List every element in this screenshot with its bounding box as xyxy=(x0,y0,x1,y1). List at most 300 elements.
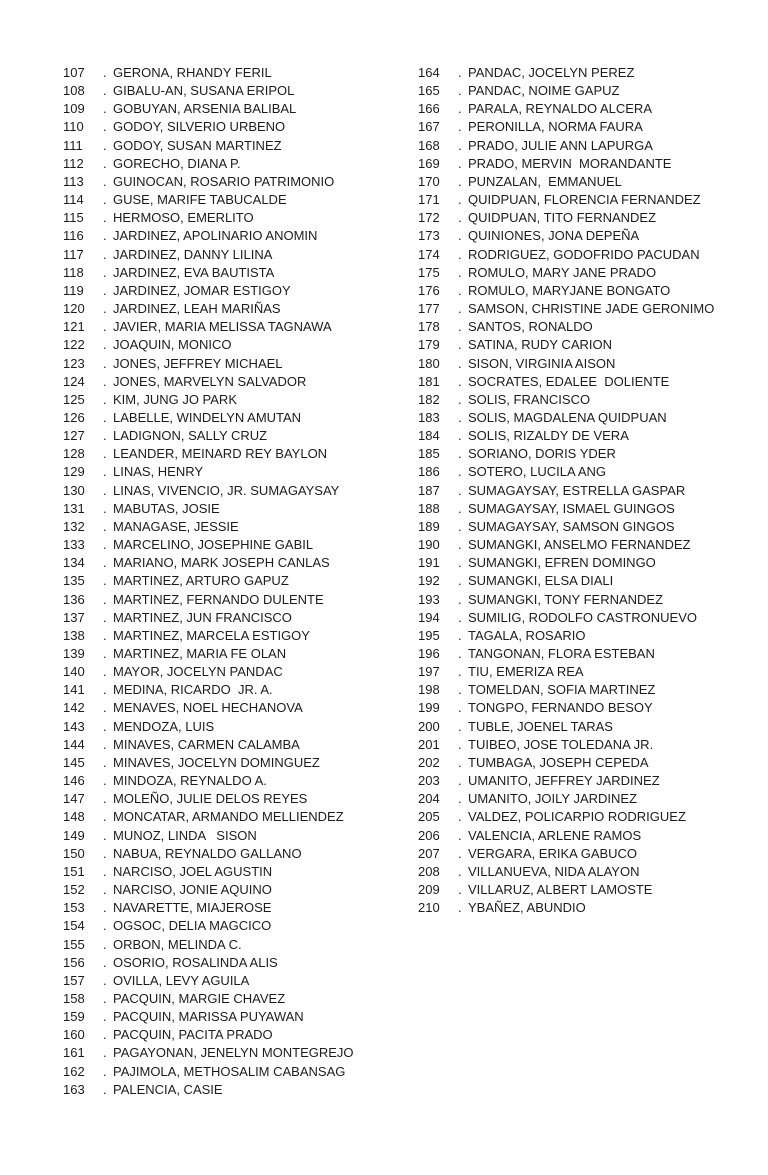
entry-name: MONCATAR, ARMANDO MELLIENDEZ xyxy=(113,809,344,825)
entry-number: 179 xyxy=(418,337,440,353)
entry-separator: . xyxy=(103,428,107,444)
entry-separator: . xyxy=(103,591,107,607)
entry-name: SUMILIG, RODOLFO CASTRONUEVO xyxy=(468,609,697,625)
list-entry xyxy=(63,191,418,209)
entry-name: PARALA, REYNALDO ALCERA xyxy=(468,101,652,117)
list-entry xyxy=(63,282,418,300)
entry-number: 141 xyxy=(63,682,85,698)
list-entry xyxy=(418,173,768,191)
entry-number: 144 xyxy=(63,736,85,752)
entry-number: 156 xyxy=(63,954,85,970)
entry-name: ORBON, MELINDA C. xyxy=(113,936,242,952)
entry-number: 195 xyxy=(418,627,440,643)
entry-number: 183 xyxy=(418,409,440,425)
entry-number: 181 xyxy=(418,373,440,389)
list-entry xyxy=(63,699,418,717)
list-entry xyxy=(418,572,768,590)
entry-name: MINDOZA, REYNALDO A. xyxy=(113,773,267,789)
entry-separator: . xyxy=(103,1027,107,1043)
entry-number: 137 xyxy=(63,609,85,625)
entry-separator: . xyxy=(458,700,462,716)
entry-number: 209 xyxy=(418,882,440,898)
entry-number: 115 xyxy=(63,210,84,226)
entry-name: PUNZALAN, EMMANUEL xyxy=(468,173,622,189)
list-entry xyxy=(418,427,768,445)
entry-name: PACQUIN, MARISSA PUYAWAN xyxy=(113,1009,304,1025)
list-entry xyxy=(418,536,768,554)
entry-number: 169 xyxy=(418,155,440,171)
entry-number: 167 xyxy=(418,119,440,135)
entry-number: 122 xyxy=(63,337,85,353)
entry-separator: . xyxy=(103,482,107,498)
list-entry xyxy=(63,409,418,427)
entry-number: 175 xyxy=(418,264,440,280)
entry-name: MARTINEZ, ARTURO GAPUZ xyxy=(113,573,289,589)
entry-number: 110 xyxy=(63,119,84,135)
entry-number: 165 xyxy=(418,83,440,99)
entry-name: TUIBEO, JOSE TOLEDANA JR. xyxy=(468,736,654,752)
entry-name: ROMULO, MARY JANE PRADO xyxy=(468,264,657,280)
entry-separator: . xyxy=(103,101,107,117)
entry-name: MARCELINO, JOSEPHINE GABIL xyxy=(113,537,314,553)
list-entry xyxy=(63,536,418,554)
entry-separator: . xyxy=(103,718,107,734)
list-entry xyxy=(418,736,768,754)
entry-name: SUMANGKI, TONY FERNANDEZ xyxy=(468,591,664,607)
entry-separator: . xyxy=(458,500,462,516)
entry-name: PRADO, MERVIN MORANDANTE xyxy=(468,155,672,171)
list-entry xyxy=(418,409,768,427)
entry-separator: . xyxy=(103,391,107,407)
list-entry xyxy=(63,972,418,990)
entry-name: JARDINEZ, DANNY LILINA xyxy=(113,246,273,262)
entry-name: SUMAGAYSAY, ESTRELLA GASPAR xyxy=(468,482,686,498)
entry-separator: . xyxy=(103,990,107,1006)
entry-separator: . xyxy=(458,464,462,480)
entry-number: 187 xyxy=(418,482,440,498)
list-entry xyxy=(63,663,418,681)
entry-separator: . xyxy=(103,373,107,389)
entry-separator: . xyxy=(103,555,107,571)
entry-separator: . xyxy=(458,718,462,734)
entry-separator: . xyxy=(103,192,107,208)
entry-name: GODOY, SILVERIO URBENO xyxy=(113,119,286,135)
entry-number: 159 xyxy=(63,1009,85,1025)
entry-name: TANGONAN, FLORA ESTEBAN xyxy=(468,646,655,661)
entry-separator: . xyxy=(458,791,462,807)
entry-name: MENAVES, NOEL HECHANOVA xyxy=(113,700,303,716)
entry-separator: . xyxy=(458,664,462,680)
entry-name: MAYOR, JOCELYN PANDAC xyxy=(113,664,283,680)
list-entry xyxy=(418,899,768,917)
entry-name: SOLIS, MAGDALENA QUIDPUAN xyxy=(468,409,667,425)
entry-separator: . xyxy=(458,65,462,80)
entry-name: KIM, JUNG JO PARK xyxy=(113,391,237,407)
list-entry xyxy=(63,627,418,645)
entry-number: 166 xyxy=(418,101,440,117)
list-entry xyxy=(63,336,418,354)
list-entry xyxy=(63,155,418,173)
entry-name: MUNOZ, LINDA SISON xyxy=(113,827,257,843)
list-entry xyxy=(63,736,418,754)
list-entry xyxy=(63,518,418,536)
entry-name: JARDINEZ, LEAH MARIÑAS xyxy=(113,301,281,317)
entry-name: JARDINEZ, EVA BAUTISTA xyxy=(113,264,275,280)
entry-separator: . xyxy=(458,482,462,498)
entry-separator: . xyxy=(458,537,462,553)
entry-name: TIU, EMERIZA REA xyxy=(468,664,584,680)
entry-number: 142 xyxy=(63,700,85,716)
list-entry xyxy=(63,1008,418,1026)
list-entry xyxy=(63,917,418,935)
entry-name: LADIGNON, SALLY CRUZ xyxy=(113,428,268,444)
entry-number: 154 xyxy=(63,918,85,934)
entry-number: 199 xyxy=(418,700,440,716)
entry-separator: . xyxy=(103,155,107,171)
entry-separator: . xyxy=(103,882,107,898)
list-entry xyxy=(63,64,418,82)
entry-separator: . xyxy=(458,192,462,208)
entry-number: 126 xyxy=(63,409,85,425)
entry-name: MANAGASE, JESSIE xyxy=(113,518,239,534)
list-entry xyxy=(63,445,418,463)
entry-separator: . xyxy=(103,1045,107,1061)
list-entry xyxy=(63,591,418,609)
entry-name: PAGAYONAN, JENELYN MONTEGREJO xyxy=(113,1045,354,1061)
list-entry xyxy=(63,264,418,282)
entry-separator: . xyxy=(458,573,462,589)
entry-separator: . xyxy=(458,827,462,843)
list-entry xyxy=(418,82,768,100)
entry-name: QUIDPUAN, TITO FERNANDEZ xyxy=(468,210,657,226)
list-entry xyxy=(418,699,768,717)
entry-separator: . xyxy=(103,664,107,680)
entry-separator: . xyxy=(458,627,462,643)
entry-number: 206 xyxy=(418,827,440,843)
entry-number: 205 xyxy=(418,809,440,825)
entry-name: QUIDPUAN, FLORENCIA FERNANDEZ xyxy=(468,192,701,208)
entry-number: 153 xyxy=(63,900,85,916)
list-entry xyxy=(418,209,768,227)
entry-name: TOMELDAN, SOFIA MARTINEZ xyxy=(468,682,656,698)
entry-number: 157 xyxy=(63,972,85,988)
entry-number: 127 xyxy=(63,428,85,444)
entry-separator: . xyxy=(103,845,107,861)
list-entry xyxy=(63,899,418,917)
entry-number: 125 xyxy=(63,391,85,407)
entry-separator: . xyxy=(458,863,462,879)
entry-number: 135 xyxy=(63,573,85,589)
entry-number: 192 xyxy=(418,573,440,589)
entry-separator: . xyxy=(103,518,107,534)
entry-name: NABUA, REYNALDO GALLANO xyxy=(113,845,302,861)
entry-separator: . xyxy=(103,355,107,371)
entry-separator: . xyxy=(103,627,107,643)
entry-number: 136 xyxy=(63,591,85,607)
list-entry xyxy=(418,300,768,318)
entry-number: 118 xyxy=(63,264,84,280)
entry-name: VALDEZ, POLICARPIO RODRIGUEZ xyxy=(468,809,686,825)
entry-name: GIBALU-AN, SUSANA ERIPOL xyxy=(113,83,295,99)
list-entry xyxy=(63,482,418,500)
list-entry xyxy=(63,209,418,227)
entry-separator: . xyxy=(458,754,462,770)
entry-number: 143 xyxy=(63,718,85,734)
entry-number: 158 xyxy=(63,990,85,1006)
entry-separator: . xyxy=(458,428,462,444)
entry-number: 108 xyxy=(63,83,85,99)
entry-separator: . xyxy=(103,682,107,698)
entry-name: JONES, MARVELYN SALVADOR xyxy=(113,373,307,389)
list-entry xyxy=(63,427,418,445)
entry-number: 149 xyxy=(63,827,85,843)
entry-name: QUINIONES, JONA DEPEÑA xyxy=(468,228,640,244)
entry-number: 203 xyxy=(418,773,440,789)
list-entry xyxy=(63,391,418,409)
entry-number: 131 xyxy=(63,500,85,516)
entry-name: MABUTAS, JOSIE xyxy=(113,500,220,516)
entry-separator: . xyxy=(103,210,107,226)
entry-name: MENDOZA, LUIS xyxy=(113,718,215,734)
list-entry xyxy=(63,373,418,391)
list-entry xyxy=(418,191,768,209)
entry-separator: . xyxy=(103,736,107,752)
entry-separator: . xyxy=(458,173,462,189)
list-entry xyxy=(418,500,768,518)
entry-separator: . xyxy=(458,518,462,534)
entry-separator: . xyxy=(458,264,462,280)
entry-number: 172 xyxy=(418,210,440,226)
entry-name: GOBUYAN, ARSENIA BALIBAL xyxy=(113,101,297,117)
entry-number: 207 xyxy=(418,845,440,861)
entry-separator: . xyxy=(458,446,462,462)
entry-number: 193 xyxy=(418,591,440,607)
list-entry xyxy=(63,173,418,191)
entry-separator: . xyxy=(103,918,107,934)
entry-name: MARTINEZ, FERNANDO DULENTE xyxy=(113,591,324,607)
entry-separator: . xyxy=(458,391,462,407)
entry-name: MARTINEZ, MARIA FE OLAN xyxy=(113,646,287,661)
list-entry xyxy=(418,609,768,627)
list-entry xyxy=(63,355,418,373)
entry-number: 188 xyxy=(418,500,440,516)
entry-number: 123 xyxy=(63,355,85,371)
entry-name: JOAQUIN, MONICO xyxy=(113,337,232,353)
list-entry xyxy=(418,518,768,536)
entry-separator: . xyxy=(103,1081,107,1097)
entry-separator: . xyxy=(458,210,462,226)
entry-name: SUMANGKI, ELSA DIALI xyxy=(468,573,614,589)
list-entry xyxy=(63,718,418,736)
entry-number: 119 xyxy=(63,282,84,298)
list-entry xyxy=(418,391,768,409)
entry-name: JAVIER, MARIA MELISSA TAGNAWA xyxy=(113,319,332,335)
entry-name: JARDINEZ, APOLINARIO ANOMIN xyxy=(113,228,318,244)
name-list-column-right xyxy=(418,64,768,917)
entry-separator: . xyxy=(103,1009,107,1025)
entry-number: 120 xyxy=(63,301,85,317)
list-entry xyxy=(418,282,768,300)
list-entry xyxy=(63,681,418,699)
list-entry xyxy=(63,954,418,972)
list-entry xyxy=(63,463,418,481)
list-entry xyxy=(418,881,768,899)
entry-number: 150 xyxy=(63,845,85,861)
entry-name: PRADO, JULIE ANN LAPURGA xyxy=(468,137,653,153)
entry-number: 111 xyxy=(63,137,83,153)
entry-separator: . xyxy=(458,900,462,916)
entry-number: 171 xyxy=(418,192,440,208)
entry-name: SOTERO, LUCILA ANG xyxy=(468,464,606,480)
entry-name: VILLARUZ, ALBERT LAMOSTE xyxy=(468,882,653,898)
entry-name: MOLEÑO, JULIE DELOS REYES xyxy=(113,791,308,807)
entry-name: MARTINEZ, JUN FRANCISCO xyxy=(113,609,292,625)
entry-separator: . xyxy=(103,282,107,298)
entry-name: MARIANO, MARK JOSEPH CANLAS xyxy=(113,555,330,571)
entry-name: PAJIMOLA, METHOSALIM CABANSAG xyxy=(113,1063,346,1079)
entry-name: UMANITO, JEFFREY JARDINEZ xyxy=(468,773,660,789)
list-entry xyxy=(63,246,418,264)
entry-separator: . xyxy=(103,119,107,135)
list-entry xyxy=(418,355,768,373)
entry-number: 121 xyxy=(63,319,85,335)
entry-separator: . xyxy=(458,228,462,244)
entry-number: 200 xyxy=(418,718,440,734)
entry-name: MINAVES, JOCELYN DOMINGUEZ xyxy=(113,754,320,770)
entry-name: PERONILLA, NORMA FAURA xyxy=(468,119,643,135)
entry-name: GUSE, MARIFE TABUCALDE xyxy=(113,192,287,208)
list-entry xyxy=(418,772,768,790)
entry-number: 210 xyxy=(418,900,440,916)
entry-separator: . xyxy=(458,555,462,571)
entry-name: GORECHO, DIANA P. xyxy=(113,155,241,171)
list-entry xyxy=(63,554,418,572)
entry-number: 163 xyxy=(63,1081,85,1097)
entry-separator: . xyxy=(103,954,107,970)
entry-name: GODOY, SUSAN MARTINEZ xyxy=(113,137,282,153)
entry-number: 133 xyxy=(63,537,85,553)
entry-name: SATINA, RUDY CARION xyxy=(468,337,612,353)
list-entry xyxy=(418,645,768,663)
list-entry xyxy=(418,118,768,136)
list-entry xyxy=(63,609,418,627)
entry-separator: . xyxy=(458,646,462,661)
entry-number: 202 xyxy=(418,754,440,770)
entry-name: VERGARA, ERIKA GABUCO xyxy=(468,845,638,861)
list-entry xyxy=(63,790,418,808)
list-entry xyxy=(418,591,768,609)
entry-separator: . xyxy=(103,700,107,716)
list-entry xyxy=(418,264,768,282)
entry-number: 178 xyxy=(418,319,440,335)
entry-name: OGSOC, DELIA MAGCICO xyxy=(113,918,272,934)
entry-separator: . xyxy=(458,736,462,752)
entry-separator: . xyxy=(103,228,107,244)
entry-separator: . xyxy=(458,882,462,898)
entry-number: 113 xyxy=(63,173,84,189)
entry-number: 197 xyxy=(418,664,440,680)
entry-separator: . xyxy=(103,409,107,425)
entry-number: 180 xyxy=(418,355,440,371)
entry-separator: . xyxy=(103,972,107,988)
list-entry xyxy=(63,1044,418,1062)
entry-number: 134 xyxy=(63,555,85,571)
entry-number: 182 xyxy=(418,391,440,407)
entry-number: 152 xyxy=(63,882,85,898)
entry-name: VILLANUEVA, NIDA ALAYON xyxy=(468,863,640,879)
list-entry xyxy=(418,827,768,845)
list-entry xyxy=(418,155,768,173)
entry-name: TUMBAGA, JOSEPH CEPEDA xyxy=(468,754,649,770)
entry-separator: . xyxy=(458,682,462,698)
list-entry xyxy=(63,881,418,899)
list-entry xyxy=(418,445,768,463)
entry-separator: . xyxy=(458,83,462,99)
list-entry xyxy=(418,463,768,481)
list-entry xyxy=(418,790,768,808)
list-entry xyxy=(418,373,768,391)
list-entry xyxy=(418,845,768,863)
entry-number: 124 xyxy=(63,373,85,389)
entry-name: SANTOS, RONALDO xyxy=(468,319,593,335)
list-entry xyxy=(63,863,418,881)
entry-name: SUMAGAYSAY, SAMSON GINGOS xyxy=(468,518,675,534)
entry-separator: . xyxy=(103,500,107,516)
entry-name: RODRIGUEZ, GODOFRIDO PACUDAN xyxy=(468,246,700,262)
entry-number: 132 xyxy=(63,518,85,534)
entry-separator: . xyxy=(458,355,462,371)
list-entry xyxy=(63,645,418,663)
list-entry xyxy=(418,482,768,500)
entry-name: LABELLE, WINDELYN AMUTAN xyxy=(113,409,302,425)
entry-number: 170 xyxy=(418,173,440,189)
entry-name: UMANITO, JOILY JARDINEZ xyxy=(468,791,638,807)
entry-number: 148 xyxy=(63,809,85,825)
entry-name: GERONA, RHANDY FERIL xyxy=(113,65,272,80)
entry-number: 140 xyxy=(63,664,85,680)
list-entry xyxy=(418,863,768,881)
list-entry xyxy=(418,627,768,645)
list-entry xyxy=(63,500,418,518)
entry-name: NAVARETTE, MIAJEROSE xyxy=(113,900,272,916)
entry-separator: . xyxy=(458,609,462,625)
entry-number: 184 xyxy=(418,428,440,444)
entry-name: NARCISO, JOEL AGUSTIN xyxy=(113,863,273,879)
list-entry xyxy=(418,663,768,681)
entry-number: 177 xyxy=(418,301,440,317)
entry-number: 107 xyxy=(63,65,85,80)
entry-number: 161 xyxy=(63,1045,85,1061)
entry-name: PANDAC, JOCELYN PEREZ xyxy=(468,65,635,80)
list-entry xyxy=(63,808,418,826)
entry-number: 151 xyxy=(63,863,85,879)
list-entry xyxy=(418,718,768,736)
entry-name: MEDINA, RICARDO JR. A. xyxy=(113,682,273,698)
entry-name: ROMULO, MARYJANE BONGATO xyxy=(468,282,671,298)
entry-number: 128 xyxy=(63,446,85,462)
entry-name: MINAVES, CARMEN CALAMBA xyxy=(113,736,300,752)
entry-number: 174 xyxy=(418,246,440,262)
entry-separator: . xyxy=(458,119,462,135)
entry-separator: . xyxy=(103,446,107,462)
list-entry xyxy=(418,808,768,826)
entry-separator: . xyxy=(103,319,107,335)
entry-separator: . xyxy=(458,409,462,425)
list-entry xyxy=(63,137,418,155)
entry-number: 176 xyxy=(418,282,440,298)
entry-name: TAGALA, ROSARIO xyxy=(468,627,586,643)
entry-name: SOCRATES, EDALEE DOLIENTE xyxy=(468,373,670,389)
